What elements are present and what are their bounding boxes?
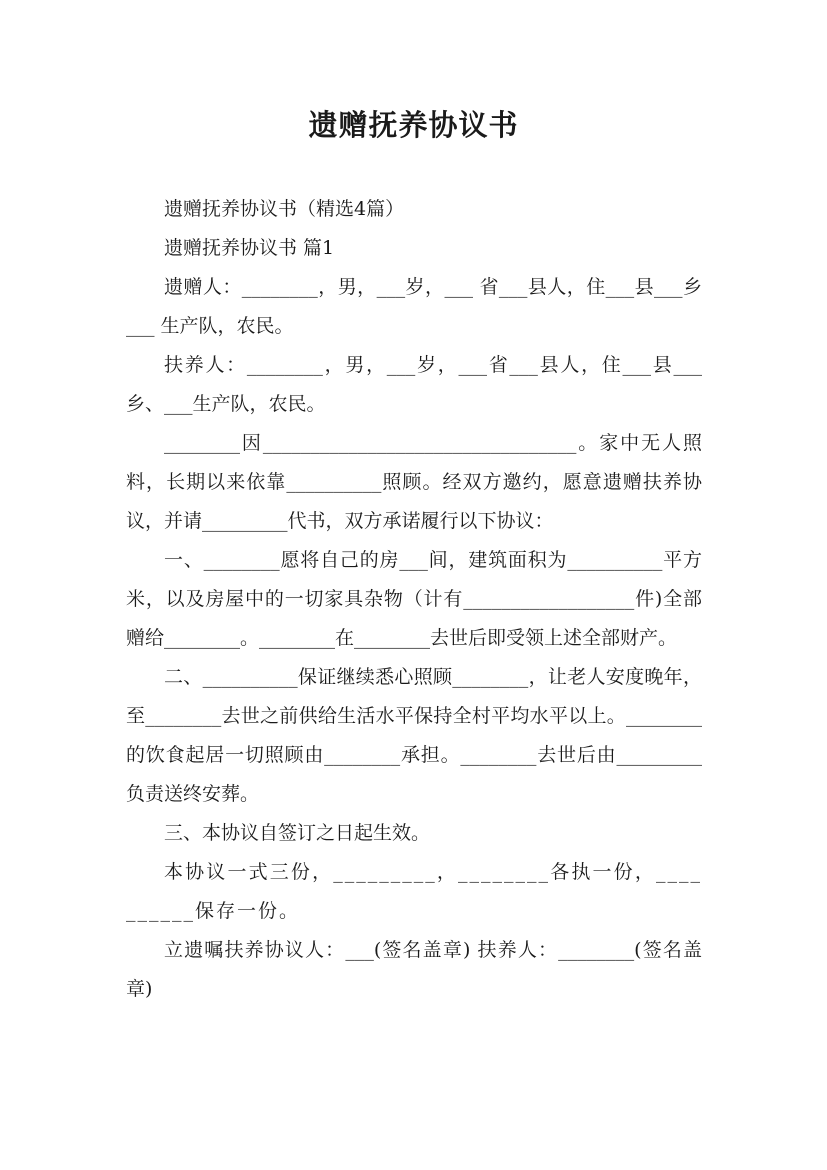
paragraph-clause-1: 一、________愿将自己的房___间，建筑面积为__________平方米，以及房屋中的一切家具杂物（计有__________________件)全部赠给________。________在________去世后即受领上述全部财产。 (126, 549, 702, 649)
paragraph-subtitle: 遗赠抚养协议书（精选4篇） (164, 198, 405, 220)
paragraph-supporter: 扶养人：________，男，___岁，___省___县人，住___县___乡、___生产队，农民。 (126, 354, 702, 415)
paragraph-background: ________因_________________________________。家中无人照料，长期以来依靠__________照顾。经双方邀约，愿意遗赠扶养协议，并请_________代书，双方承诺履行以下协议： (126, 432, 702, 532)
paragraph-clause-2: 二、__________保证继续悉心照顾________，让老人安度晚年，至________去世之前供给生活水平保持全村平均水平以上。________的饮食起居一切照顾由________承担。________去世后由_________负责送终安葬。 (126, 666, 702, 805)
paragraph-copies: 本协议一式三份，_________，________各执一份，__________保存一份。 (126, 861, 702, 922)
document-body (126, 190, 702, 1009)
paragraph-section-heading: 遗赠抚养协议书 篇1 (164, 237, 335, 259)
paragraph-bequeather: 遗赠人：________，男，___岁，___ 省___县人，住___县___乡___ 生产队，农民。 (126, 276, 702, 337)
paragraph-signatures: 立遗嘱扶养协议人：___(签名盖章) 扶养人：________(签名盖章) (126, 939, 702, 1000)
document-title: 遗赠抚养协议书 (308, 108, 519, 142)
paragraph-clause-3: 三、本协议自签订之日起生效。 (164, 822, 431, 844)
